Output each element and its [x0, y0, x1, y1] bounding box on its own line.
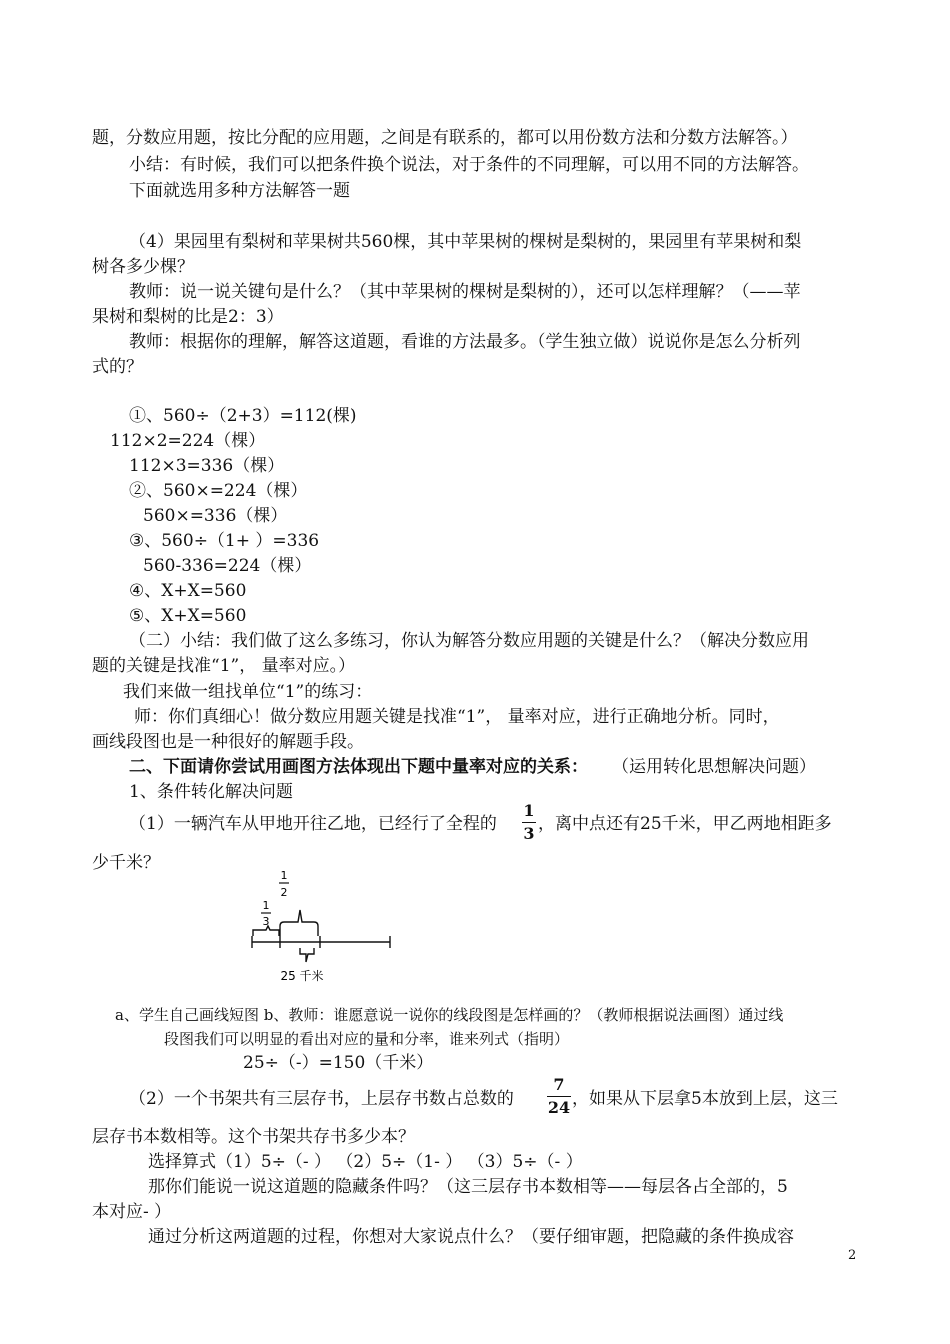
half-denominator: 2: [280, 886, 288, 899]
fraction-one-third: 1 3: [523, 801, 535, 843]
paragraph-line: 下面就选用多种方法解答一题: [129, 181, 350, 201]
fraction-seven-twenty-fourths: 7 24: [547, 1075, 571, 1117]
paragraph-line: 1、条件转化解决问题: [129, 782, 293, 802]
distance-label: 25 千米: [280, 969, 324, 983]
paragraph-line: 教师：根据你的理解，解答这道题，看谁的方法最多。（学生独立做）说说你是怎么分析列: [129, 332, 801, 352]
section-heading-note: （运用转化思想解决问题）: [612, 757, 816, 777]
line-segment-diagram: [240, 866, 410, 992]
paragraph-line: 式的？: [92, 357, 143, 377]
problem-line: （1）一辆汽车从甲地开往乙地，已经行了全程的: [129, 814, 497, 834]
paragraph-line: 师：你们真细心！做分数应用题关键是找准“1”， 量率对应，进行正确地分析。同时，: [134, 707, 780, 727]
paragraph-line: 树各多少棵？: [92, 257, 194, 277]
third-denominator: 3: [262, 915, 270, 928]
section-heading: 二、下面请你尝试用画图方法体现出下题中量率对应的关系：: [129, 757, 588, 777]
equation-line: ⑤、X+X=560: [129, 606, 247, 626]
paragraph-line: 少千米？: [92, 853, 160, 873]
paragraph-line: 小结：有时候，我们可以把条件换个说法，对于条件的不同理解，可以用不同的方法解答。: [129, 155, 809, 175]
page-number: 2: [848, 1248, 857, 1263]
paragraph-line: 题，分数应用题，按比分配的应用题，之间是有联系的，都可以用份数方法和分数方法解答。）: [92, 128, 798, 148]
equation-line: 560×=336（棵）: [143, 506, 288, 526]
paragraph-line: （4）果园里有梨树和苹果树共560棵，其中苹果树的棵树是梨树的，果园里有苹果树和梨: [129, 232, 802, 252]
choice-line: 选择算式（1）5÷（- ） （2）5÷（1- ） （3）5÷（- ）: [148, 1152, 583, 1172]
problem-line: ，离中点还有25千米，甲乙两地相距多: [538, 814, 832, 834]
paragraph-line: 段图我们可以明显的看出对应的量和分率，谁来列式（指明）: [164, 1030, 570, 1048]
equation-line: ①、560÷（2+3）=112(棵): [129, 406, 357, 426]
equation-line: ④、X+X=560: [129, 581, 247, 601]
paragraph-line: 我们来做一组找单位“1”的练习：: [123, 682, 373, 702]
problem-line: （2）一个书架共有三层存书，上层存书数占总数的: [129, 1089, 514, 1109]
equation-line: 112×3=336（棵）: [129, 456, 285, 476]
equation-line: ③、560÷（1+ ）=336: [129, 531, 320, 551]
paragraph-line: 画线段图也是一种很好的解题手段。: [92, 732, 364, 752]
paragraph-line: 题的关键是找准“1”， 量率对应。）: [92, 656, 356, 676]
problem-line: ，如果从下层拿5本放到上层，这三: [572, 1089, 838, 1109]
paragraph-line: 本对应- ）: [92, 1202, 172, 1222]
paragraph-line: 通过分析这两道题的过程，你想对大家说点什么？（要仔细审题，把隐藏的条件换成容: [148, 1227, 794, 1247]
third-numerator: 1: [262, 899, 270, 912]
paragraph-line: a、学生自己画线短图 b、教师：谁愿意说一说你的线段图是怎样画的？（教师根据说法画图）通过线: [115, 1006, 784, 1024]
paragraph-line: 果树和梨树的比是2：3）: [92, 307, 284, 327]
equation-line: 560-336=224（棵）: [143, 556, 312, 576]
equation-line: ②、560×=224（棵）: [129, 481, 308, 501]
half-numerator: 1: [280, 869, 288, 882]
paragraph-line: 教师：说一说关键句是什么？（其中苹果树的棵树是梨树的），还可以怎样理解？（——苹: [129, 282, 801, 302]
equation-line: 25÷（-）=150（千米）: [243, 1053, 434, 1073]
paragraph-line: 层存书本数相等。这个书架共存书多少本？: [92, 1127, 415, 1147]
equation-line: 112×2=224（棵）: [110, 431, 266, 451]
paragraph-line: 那你们能说一说这道题的隐藏条件吗？（这三层存书本数相等——每层各占全部的，5: [148, 1177, 788, 1197]
paragraph-line: （二）小结：我们做了这么多练习，你认为解答分数应用题的关键是什么？（解决分数应用: [129, 631, 809, 651]
